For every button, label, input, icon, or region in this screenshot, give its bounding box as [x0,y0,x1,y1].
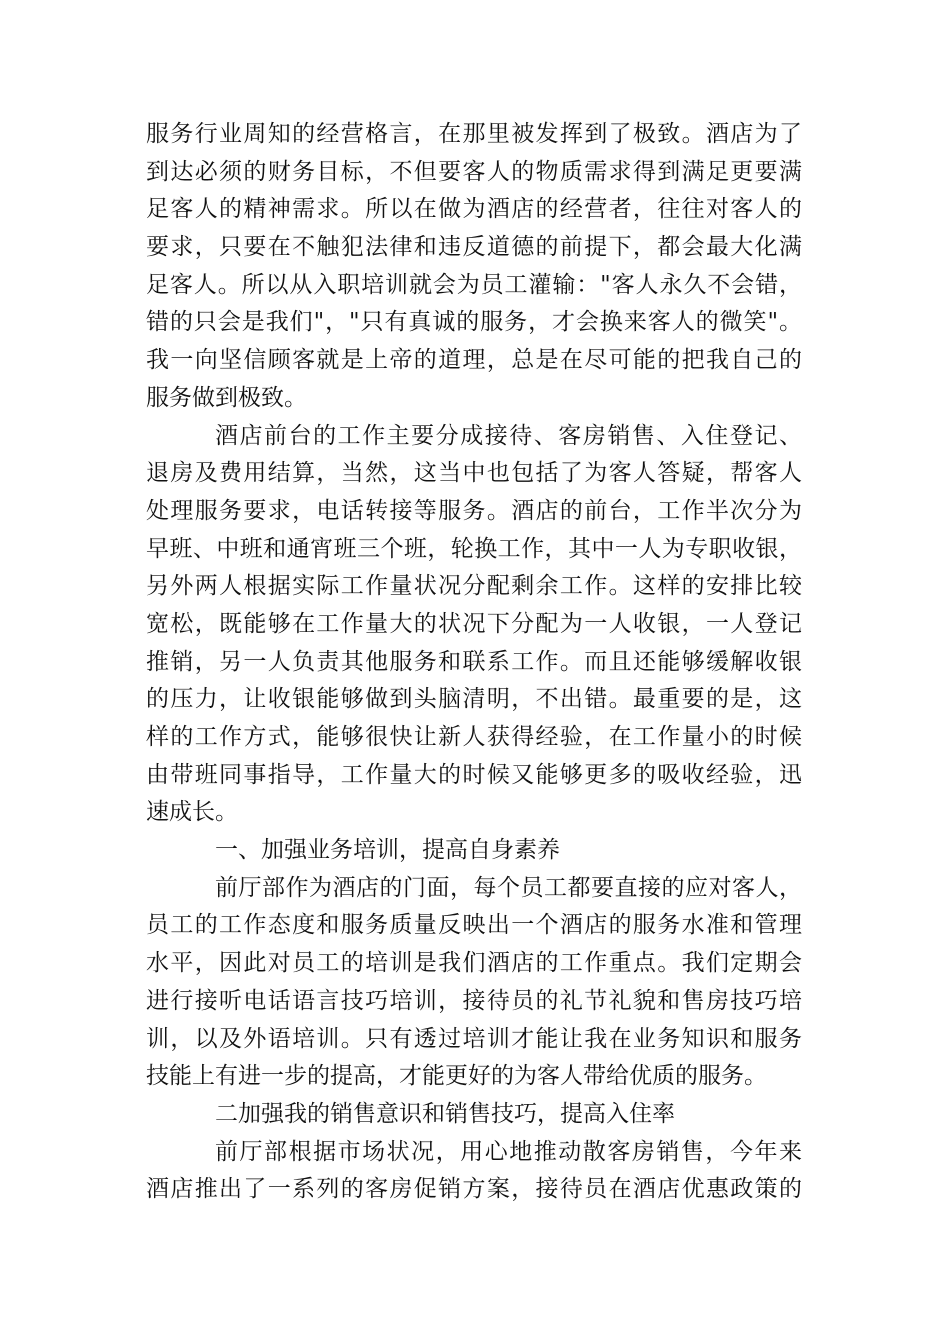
text-line: 的压力，让收银能够做到头脑清明，不出错。最重要的是，这 [146,686,802,713]
text-line: 足客人。所以从入职培训就会为员工灌输："客人永久不会错， [146,271,802,298]
text-line: 到达必须的财务目标，不但要客人的物质需求得到满足更要满 [146,158,802,185]
paragraph-first-line: 前厅部根据市场状况，用心地推动散客房销售，今年来 [215,1138,802,1165]
text-line: 酒店推出了一系列的客房促销方案，接待员在酒店优惠政策的 [146,1176,802,1203]
text-line: 技能上有进一步的提高，才能更好的为客人带给优质的服务。 [146,1063,767,1090]
text-line: 员工的工作态度和服务质量反映出一个酒店的服务水准和管理 [146,912,802,939]
text-line: 另外两人根据实际工作量状况分配剩余工作。这样的安排比较 [146,573,802,600]
text-line: 推销，另一人负责其他服务和联系工作。而且还能够缓解收银 [146,648,802,675]
paragraph-first-line: 前厅部作为酒店的门面，每个员工都要直接的应对客人， [215,874,802,901]
text-line: 足客人的精神需求。所以在做为酒店的经营者，往往对客人的 [146,196,802,223]
text-line: 水平，因此对员工的培训是我们酒店的工作重点。我们定期会 [146,950,802,977]
paragraph-first-line: 酒店前台的工作主要分成接待、客房销售、入住登记、 [215,422,802,449]
text-line: 我一向坚信顾客就是上帝的道理，总是在尽可能的把我自己的 [146,347,802,374]
text-line: 样的工作方式，能够很快让新人获得经验，在工作量小的时候 [146,724,802,750]
text-line: 服务做到极致。 [146,384,307,411]
text-line: 训，以及外语培训。只有透过培训才能让我在业务知识和服务 [146,1025,802,1052]
text-line: 处理服务要求，电话转接等服务。酒店的前台，工作半次分为 [146,497,802,524]
text-line: 速成长。 [146,799,238,826]
document-body [146,116,802,1209]
text-line: 进行接听电话语言技巧培训，接待员的礼节礼貌和售房技巧培 [146,987,802,1014]
text-line: 由带班同事指导，工作量大的时候又能够更多的吸收经验，迅 [146,761,802,788]
section-heading: 一、加强业务培训，提高自身素养 [215,837,560,864]
text-line: 退房及费用结算，当然，这当中也包括了为客人答疑，帮客人 [146,460,802,487]
section-heading: 二加强我的销售意识和销售技巧，提高入住率 [215,1100,675,1127]
text-line: 错的只会是我们"，"只有真诚的服务，才会换来客人的微笑"。 [146,309,802,336]
text-line: 要求，只要在不触犯法律和违反道德的前提下，都会最大化满 [146,234,802,261]
text-line: 早班、中班和通宵班三个班，轮换工作，其中一人为专职收银， [146,535,802,562]
text-line: 服务行业周知的经营格言，在那里被发挥到了极致。酒店为了 [146,121,802,147]
text-line: 宽松，既能够在工作量大的状况下分配为一人收银，一人登记 [146,610,802,637]
